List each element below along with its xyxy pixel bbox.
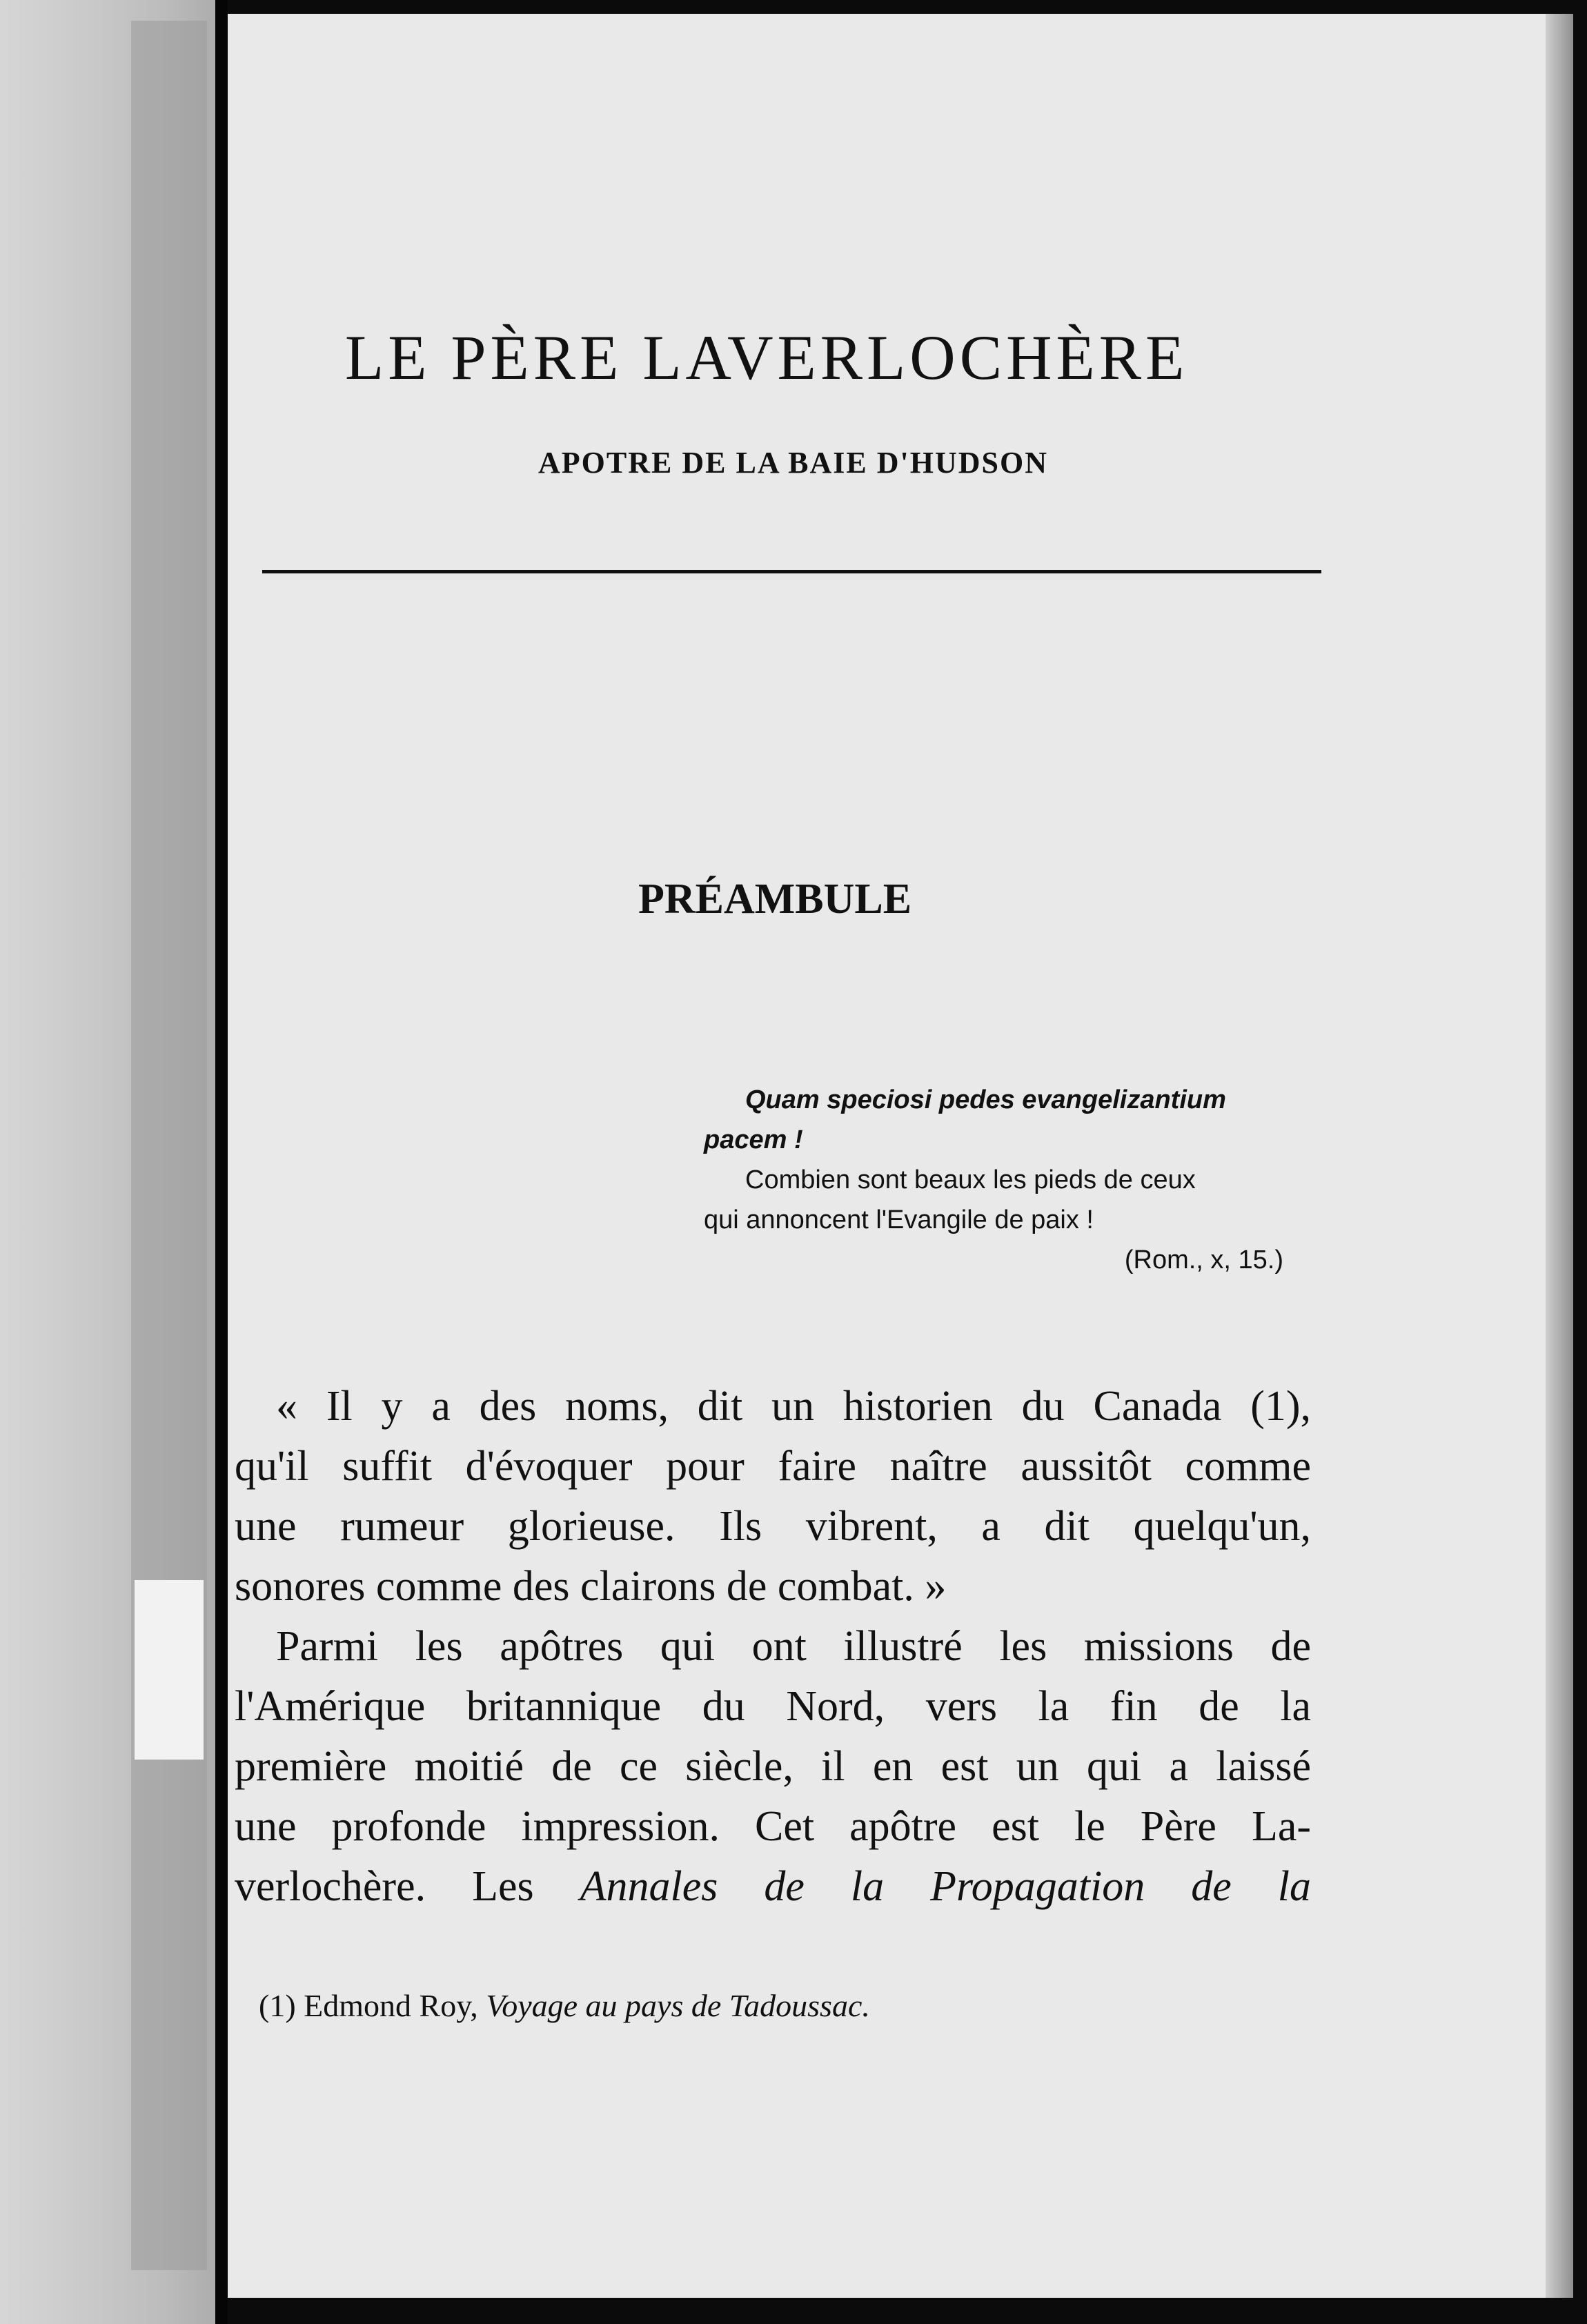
body-line: Parmi les apôtres qui ont illustré les missions de — [276, 1623, 1311, 1670]
footnote — [259, 1987, 1294, 2024]
page-subtitle: APOTRE DE LA BAIE D'HUDSON — [538, 446, 1049, 480]
body-line: qu'il suffit d'évoquer pour faire naître aussitôt comme — [235, 1443, 1311, 1490]
page-title: LE PÈRE LAVERLOCHÈRE — [345, 322, 1189, 393]
page-edge — [1546, 14, 1573, 2298]
epigraph-latin-line-2: pacem ! — [704, 1125, 803, 1154]
spine-label — [135, 1580, 204, 1760]
body-line: « Il y a des noms, dit un historien du Canada (1), — [276, 1383, 1311, 1430]
epigraph-french-line-1: Combien sont beaux les pieds de ceux — [745, 1165, 1196, 1194]
body-line: l'Amérique britannique du Nord, vers la fin de la — [235, 1683, 1311, 1730]
epigraph-french-line-2: qui annoncent l'Evangile de paix ! — [704, 1205, 1094, 1234]
gutter-shadow — [215, 0, 228, 2324]
section-heading: PRÉAMBULE — [638, 876, 912, 923]
spine-band — [131, 21, 207, 2270]
body-line-last-italic: Annales de la Propagation de la — [580, 1863, 1311, 1910]
footnote-work: Voyage au pays de Tadoussac. — [486, 1988, 870, 2023]
body-text — [235, 1377, 1311, 1917]
body-line-last-start: verlochère. Les — [235, 1863, 580, 1910]
body-line: une profonde impression. Cet apôtre est le Père La- — [235, 1803, 1311, 1850]
epigraph-latin-line-1: Quam speciosi pedes evangelizantium — [745, 1085, 1226, 1114]
body-line-last — [235, 1857, 1311, 1917]
title-rule — [262, 570, 1321, 573]
body-line: première moitié de ce siècle, il en est un qui a laissé — [235, 1743, 1311, 1790]
book-spine — [0, 0, 228, 2324]
footnote-marker: (1) Edmond Roy, — [259, 1988, 486, 2023]
body-line: sonores comme des clairons de combat. » — [235, 1563, 947, 1610]
body-line: une rumeur glorieuse. Ils vibrent, a dit quelqu'un, — [235, 1503, 1311, 1550]
epigraph-reference: (Rom., x, 15.) — [1124, 1245, 1283, 1274]
epigraph — [704, 1080, 1325, 1280]
